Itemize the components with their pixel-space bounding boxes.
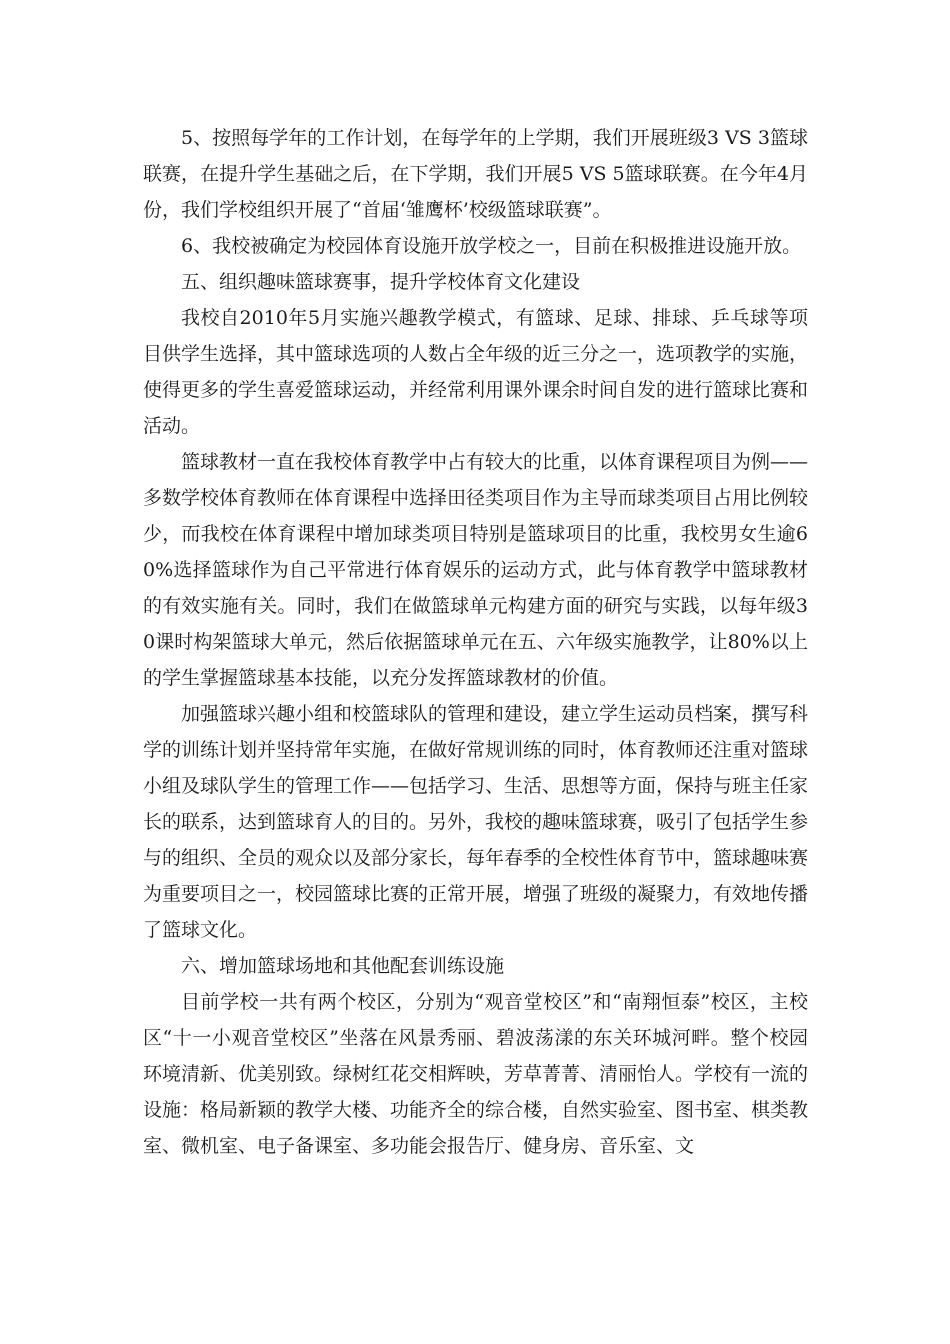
paragraph-interest-teaching: 我校自2010年5月实施兴趣教学模式，有篮球、足球、排球、乒乓球等项目供学生选择，其中篮球选项的人数占全年级的近三分之一，选项教学的实施，使得更多的学生喜爱篮球运动，并经常利用课外课余时间自发的进行篮球比赛和活动。 [143, 307, 809, 437]
document-body [143, 120, 808, 1164]
paragraph-team-management: 加强篮球兴趣小组和校篮球队的管理和建设，建立学生运动员档案，撰写科学的训练计划并坚持常年实施，在做好常规训练的同时，体育教师还注重对篮球小组及球队学生的管理工作——包括学习、生活、思想等方面，保持与班主任家长的联系，达到篮球育人的目的。另外，我校的趣味篮球赛，吸引了包括学生参与的组织、全员的观众以及部分家长，每年春季的全校性体育节中，篮球趣味赛为重要项目之一，校园篮球比赛的正常开展，增强了班级的凝聚力，有效地传播了篮球文化。 [143, 703, 809, 941]
paragraph-item-6: 6、我校被确定为校园体育设施开放学校之一，目前在积极推进设施开放。 [181, 235, 802, 257]
paragraph-basketball-material: 篮球教材一直在我校体育教学中占有较大的比重，以体育课程项目为例——多数学校体育教师在体育课程中选择田径类项目作为主导而球类项目占用比例较少，而我校在体育课程中增加球类项目特别是篮球项目的比重，我校男女生逾60%选择篮球作为自己平常进行体育娱乐的运动方式，此与体育教学中篮球教材的有效实施有关。同时，我们在做篮球单元构建方面的研究与实践，以每年级30课时构架篮球大单元，然后依据篮球单元在五、六年级实施教学，让80%以上的学生掌握篮球基本技能，以充分发挥篮球教材的价值。 [143, 451, 809, 689]
paragraph-campus: 目前学校一共有两个校区，分别为“观音堂校区”和“南翔恒泰”校区，主校区“十一小观音堂校区”坐落在风景秀丽、碧波荡漾的东关环城河畔。整个校园环境清新、优美别致。绿树红花交相辉映，芳草菁菁、清丽怡人。学校有一流的设施：格局新颖的教学大楼、功能齐全的综合楼，自然实验室、图书室、棋类教室、微机室、电子备课室、多功能会报告厅、健身房、音乐室、文 [143, 991, 809, 1157]
section-heading-5: 五、组织趣味篮球赛事，提升学校体育文化建设 [181, 271, 581, 293]
section-heading-6: 六、增加篮球场地和其他配套训练设施 [181, 955, 505, 977]
paragraph-item-5: 5、按照每学年的工作计划，在每学年的上学期，我们开展班级3 VS 3篮球联赛，在提升学生基础之后，在下学期，我们开展5 VS 5篮球联赛。在今年4月份，我们学校组织开展了“首届‘雏鹰杯’校级篮球联赛”。 [143, 127, 808, 221]
